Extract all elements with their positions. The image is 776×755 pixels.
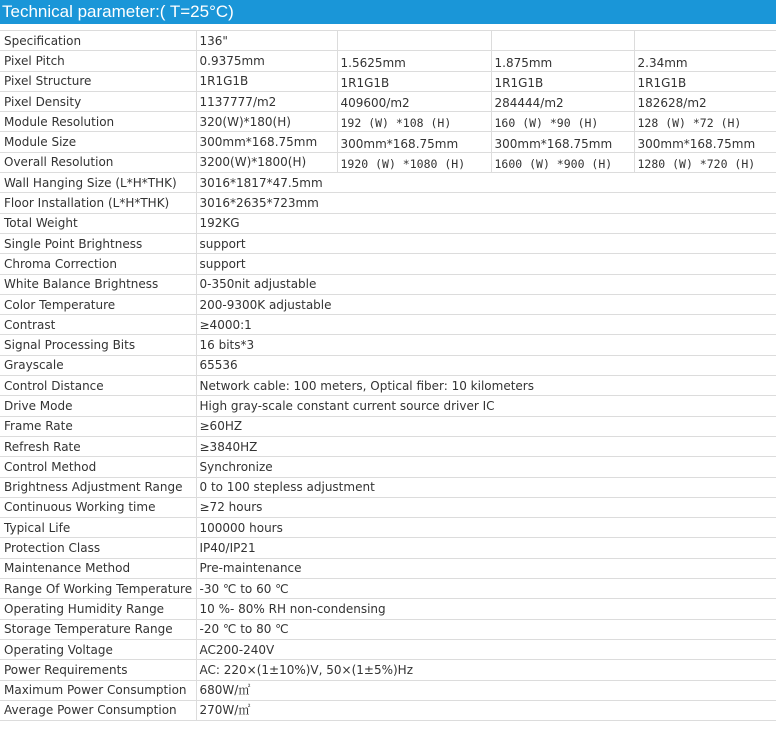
table-row	[0, 152, 776, 172]
row-label: Pixel Structure	[0, 71, 196, 91]
cell-value: Network cable: 100 meters, Optical fiber: 10 kilometers	[196, 376, 776, 396]
cell-value: IP40/IP21	[196, 538, 776, 558]
table-row	[0, 416, 776, 436]
cell-value: 1R1G1B	[491, 71, 634, 91]
row-label: Specification	[0, 31, 196, 51]
row-label: White Balance Brightness	[0, 274, 196, 294]
cell-value: 182628/m2	[634, 91, 776, 111]
cell-value: 1.875mm	[491, 51, 634, 71]
row-label: Protection Class	[0, 538, 196, 558]
cell-value: 160 (W) *90 (H)	[491, 112, 634, 132]
cell-value: 3016*2635*723mm	[196, 193, 776, 213]
table-row	[0, 700, 776, 720]
cell-value: 300mm*168.75mm	[491, 132, 634, 152]
table-row	[0, 254, 776, 274]
row-label: Continuous Working time	[0, 497, 196, 517]
row-label: Refresh Rate	[0, 436, 196, 456]
row-label: Typical Life	[0, 518, 196, 538]
cell-value: 192KG	[196, 213, 776, 233]
table-row	[0, 376, 776, 396]
table-row	[0, 132, 776, 152]
cell-value: 300mm*168.75mm	[196, 132, 337, 152]
row-label: Pixel Pitch	[0, 51, 196, 71]
cell-value: Pre-maintenance	[196, 558, 776, 578]
row-label: Wall Hanging Size (L*H*THK)	[0, 173, 196, 193]
cell-value: 1280 (W) *720 (H)	[634, 152, 776, 172]
table-row	[0, 599, 776, 619]
cell-value: support	[196, 233, 776, 253]
cell-value: 680W/㎡	[196, 680, 776, 700]
cell-value: 2.34mm	[634, 51, 776, 71]
table-row	[0, 579, 776, 599]
cell-value: 270W/㎡	[196, 700, 776, 720]
cell-value: High gray-scale constant current source driver IC	[196, 396, 776, 416]
table-row	[0, 355, 776, 375]
table-row	[0, 538, 776, 558]
table-row	[0, 396, 776, 416]
cell-value: 1600 (W) *900 (H)	[491, 152, 634, 172]
cell-value: AC200-240V	[196, 639, 776, 659]
row-label: Floor Installation (L*H*THK)	[0, 193, 196, 213]
row-label: Average Power Consumption	[0, 700, 196, 720]
table-row	[0, 233, 776, 253]
cell-value: 284444/m2	[491, 91, 634, 111]
table-row	[0, 639, 776, 659]
cell-value: 300mm*168.75mm	[634, 132, 776, 152]
row-label: Control Distance	[0, 376, 196, 396]
row-label: Color Temperature	[0, 294, 196, 314]
row-label: Grayscale	[0, 355, 196, 375]
cell-value: 3200(W)*1800(H)	[196, 152, 337, 172]
table-row	[0, 335, 776, 355]
row-label: Pixel Density	[0, 91, 196, 111]
table-row	[0, 51, 776, 71]
row-label: Power Requirements	[0, 660, 196, 680]
page-title: Technical parameter:( T=25°C)	[0, 0, 776, 24]
cell-value: 10 %- 80% RH non-condensing	[196, 599, 776, 619]
row-label: Signal Processing Bits	[0, 335, 196, 355]
row-label: Frame Rate	[0, 416, 196, 436]
cell-value: 3016*1817*47.5mm	[196, 173, 776, 193]
cell-value: ≥3840HZ	[196, 436, 776, 456]
row-label: Chroma Correction	[0, 254, 196, 274]
cell-value: 192 (W) *108 (H)	[337, 112, 491, 132]
row-label: Range Of Working Temperature	[0, 579, 196, 599]
cell-value: 200-9300K adjustable	[196, 294, 776, 314]
row-label: Contrast	[0, 315, 196, 335]
row-label: Storage Temperature Range	[0, 619, 196, 639]
row-label: Operating Humidity Range	[0, 599, 196, 619]
table-row	[0, 71, 776, 91]
cell-value: 16 bits*3	[196, 335, 776, 355]
table-row	[0, 213, 776, 233]
cell-value: 136"	[196, 31, 337, 51]
table-row	[0, 173, 776, 193]
spec-table-body	[0, 31, 776, 721]
spec-table	[0, 30, 776, 721]
cell-value: ≥60HZ	[196, 416, 776, 436]
cell-value: 1R1G1B	[337, 71, 491, 91]
cell-value: ≥4000:1	[196, 315, 776, 335]
cell-value: 1.5625mm	[337, 51, 491, 71]
cell-value	[337, 31, 491, 51]
table-row	[0, 457, 776, 477]
cell-value: 65536	[196, 355, 776, 375]
table-row	[0, 518, 776, 538]
row-label: Total Weight	[0, 213, 196, 233]
cell-value: -30 ℃ to 60 ℃	[196, 579, 776, 599]
cell-value: -20 ℃ to 80 ℃	[196, 619, 776, 639]
table-row	[0, 477, 776, 497]
row-label: Drive Mode	[0, 396, 196, 416]
cell-value: 0 to 100 stepless adjustment	[196, 477, 776, 497]
cell-value: 1R1G1B	[634, 71, 776, 91]
table-row	[0, 274, 776, 294]
cell-value: 1137777/m2	[196, 91, 337, 111]
cell-value: 0-350nit adjustable	[196, 274, 776, 294]
table-row	[0, 497, 776, 517]
cell-value	[634, 31, 776, 51]
cell-value: 300mm*168.75mm	[337, 132, 491, 152]
cell-value: 1R1G1B	[196, 71, 337, 91]
row-label: Brightness Adjustment Range	[0, 477, 196, 497]
cell-value: 0.9375mm	[196, 51, 337, 71]
row-label: Overall Resolution	[0, 152, 196, 172]
cell-value: 409600/m2	[337, 91, 491, 111]
cell-value: 100000 hours	[196, 518, 776, 538]
cell-value: support	[196, 254, 776, 274]
table-row	[0, 660, 776, 680]
cell-value: 320(W)*180(H)	[196, 112, 337, 132]
table-row	[0, 436, 776, 456]
row-label: Module Size	[0, 132, 196, 152]
table-row	[0, 193, 776, 213]
cell-value: 1920 (W) *1080 (H)	[337, 152, 491, 172]
table-row	[0, 315, 776, 335]
cell-value: AC: 220×(1±10%)V, 50×(1±5%)Hz	[196, 660, 776, 680]
table-row	[0, 91, 776, 111]
table-row	[0, 619, 776, 639]
row-label: Control Method	[0, 457, 196, 477]
table-row	[0, 680, 776, 700]
row-label: Maintenance Method	[0, 558, 196, 578]
row-label: Single Point Brightness	[0, 233, 196, 253]
row-label: Operating Voltage	[0, 639, 196, 659]
cell-value: Synchronize	[196, 457, 776, 477]
cell-value	[491, 31, 634, 51]
row-label: Maximum Power Consumption	[0, 680, 196, 700]
cell-value: 128 (W) *72 (H)	[634, 112, 776, 132]
row-label: Module Resolution	[0, 112, 196, 132]
table-row	[0, 31, 776, 51]
cell-value: ≥72 hours	[196, 497, 776, 517]
table-row	[0, 112, 776, 132]
table-row	[0, 294, 776, 314]
table-row	[0, 558, 776, 578]
